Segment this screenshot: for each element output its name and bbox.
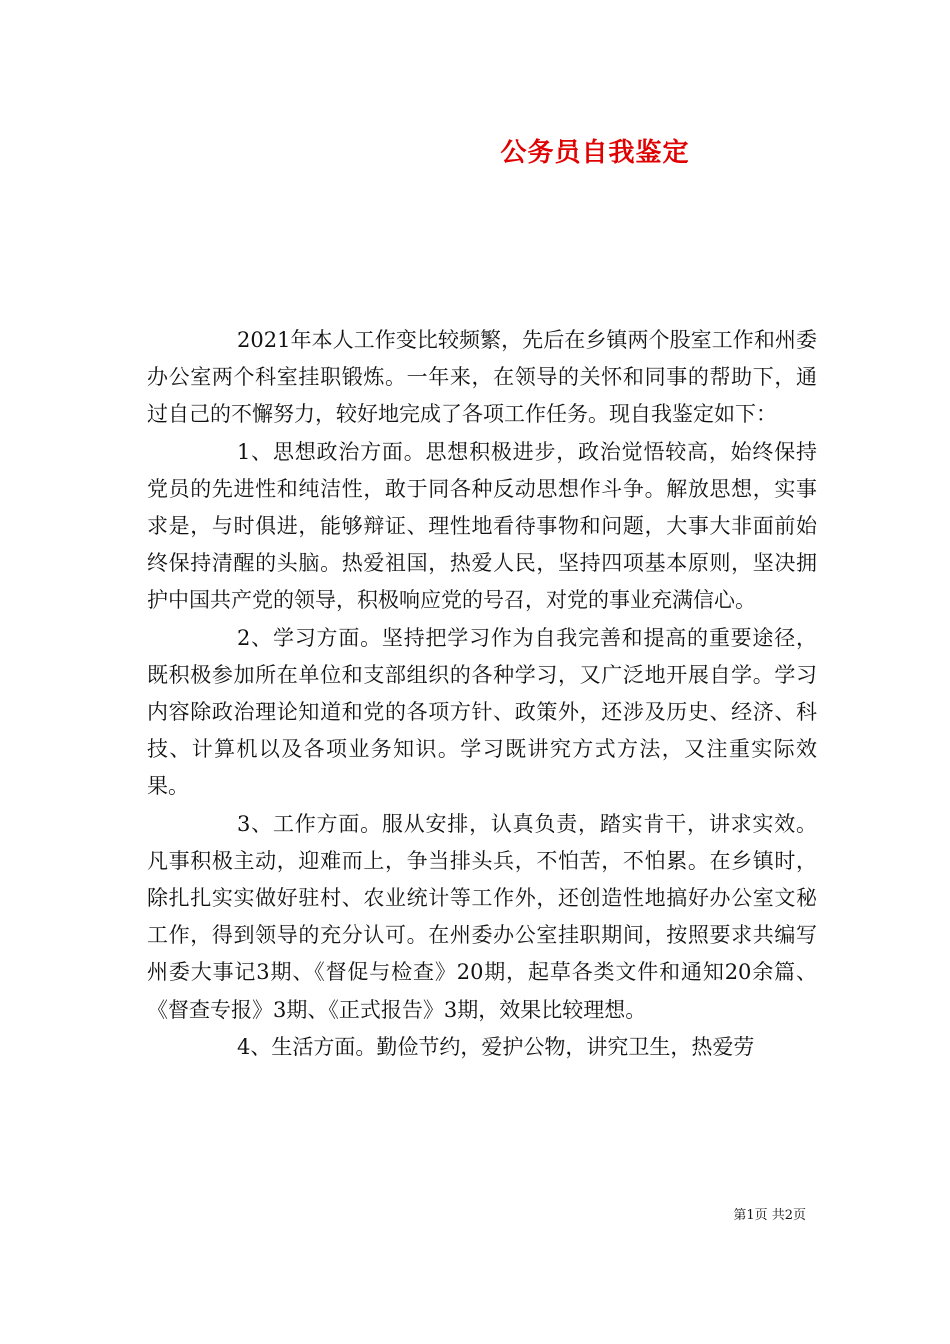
paragraph-work: 3、工作方面。服从安排，认真负责，踏实肯干，讲求实效。凡事积极主动，迎难而上，争当排头兵，不怕苦，不怕累。在乡镇时，除扎扎实实做好驻村、农业统计等工作外，还创造性地搞好办公室文秘工作，得到领导的充分认可。在州委办公室挂职期间，按照要求共编写州委大事记3期、《督促与检查》20期，起草各类文件和通知20余篇、《督查专报》3期、《正式报告》3期，效果比较理想。: [147, 811, 817, 1022]
page-number-footer: 第1页 共2页: [733, 1208, 806, 1223]
paragraph-study: 2、学习方面。坚持把学习作为自我完善和提高的重要途径，既积极参加所在单位和支部组织的各种学习，又广泛地开展自学。学习内容除政治理论知道和党的各项方针、政策外，还涉及历史、经济、科技、计算机以及各项业务知识。学习既讲究方式方法，又注重实际效果。: [147, 625, 817, 799]
paragraph-politics: 1、思想政治方面。思想积极进步，政治觉悟较高，始终保持党员的先进性和纯洁性，敢于同各种反动思想作斗争。解放思想，实事求是，与时俱进，能够辩证、理性地看待事物和问题，大事大非面前始终保持清醒的头脑。热爱祖国，热爱人民，坚持四项基本原则，坚决拥护中国共产党的领导，积极响应党的号召，对党的事业充满信心。: [147, 439, 817, 613]
document-title: 公务员自我鉴定: [500, 138, 690, 168]
paragraph-life: 4、生活方面。勤俭节约，爱护公物，讲究卫生，热爱劳: [237, 1034, 755, 1059]
paragraph-intro: 2021年本人工作变比较频繁，先后在乡镇两个股室工作和州委办公室两个科室挂职锻炼。一年来，在领导的关怀和同事的帮助下，通过自己的不懈努力，较好地完成了各项工作任务。现自我鉴定如下：: [147, 328, 817, 427]
document-body: [147, 322, 817, 1066]
